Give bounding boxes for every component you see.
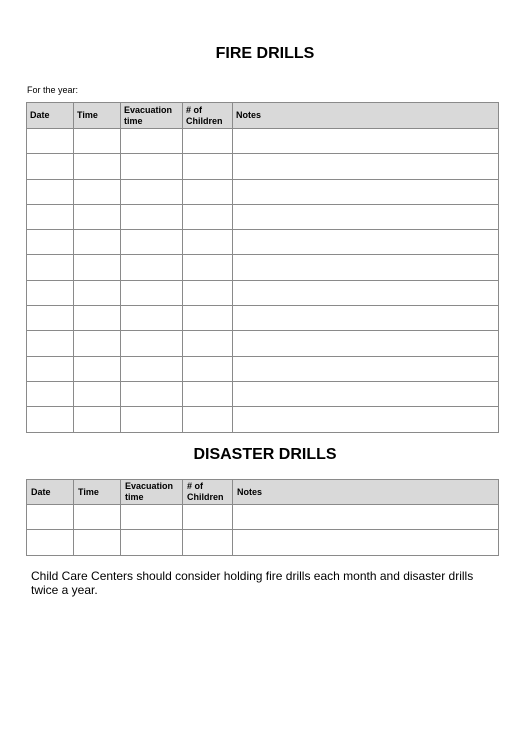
disaster-drills-rows (27, 505, 499, 556)
date-cell[interactable] (27, 129, 74, 154)
children-count-cell[interactable] (183, 530, 233, 555)
notes-cell[interactable] (233, 505, 499, 530)
column-header-evacuation-time: Evacuation time (121, 480, 183, 505)
children-count-cell[interactable] (183, 407, 233, 432)
table-row (27, 356, 499, 381)
notes-cell[interactable] (233, 407, 499, 432)
evacuation-time-cell[interactable] (121, 306, 183, 331)
time-cell[interactable] (74, 530, 121, 555)
footer-note: Child Care Centers should consider holding fire drills each month and disaster drills twice a year. (31, 569, 474, 597)
column-header-number-of-children: # of Children (183, 103, 233, 129)
time-cell[interactable] (74, 381, 121, 406)
evacuation-time-cell[interactable] (121, 255, 183, 280)
date-cell[interactable] (27, 179, 74, 204)
table-row (27, 255, 499, 280)
notes-cell[interactable] (233, 179, 499, 204)
column-header-notes: Notes (233, 480, 499, 505)
children-count-cell[interactable] (183, 280, 233, 305)
disaster-drills-title: DISASTER DRILLS (193, 446, 337, 463)
children-count-cell[interactable] (183, 154, 233, 179)
children-count-cell[interactable] (183, 204, 233, 229)
notes-cell[interactable] (233, 306, 499, 331)
table-row (27, 280, 499, 305)
notes-cell[interactable] (233, 280, 499, 305)
notes-cell[interactable] (233, 230, 499, 255)
evacuation-time-cell[interactable] (121, 204, 183, 229)
notes-cell[interactable] (233, 530, 499, 555)
children-count-cell[interactable] (183, 129, 233, 154)
evacuation-time-cell[interactable] (121, 179, 183, 204)
table-row (27, 381, 499, 406)
time-cell[interactable] (74, 306, 121, 331)
children-count-cell[interactable] (183, 230, 233, 255)
table-row (27, 505, 499, 530)
date-cell[interactable] (27, 407, 74, 432)
children-count-cell[interactable] (183, 505, 233, 530)
time-cell[interactable] (74, 331, 121, 356)
children-count-cell[interactable] (183, 179, 233, 204)
time-cell[interactable] (74, 505, 121, 530)
table-row (27, 129, 499, 154)
time-cell[interactable] (74, 179, 121, 204)
children-count-cell[interactable] (183, 306, 233, 331)
table-header-row (27, 480, 499, 505)
date-cell[interactable] (27, 530, 74, 555)
notes-cell[interactable] (233, 204, 499, 229)
children-count-cell[interactable] (183, 255, 233, 280)
table-row (27, 204, 499, 229)
evacuation-time-cell[interactable] (121, 381, 183, 406)
notes-cell[interactable] (233, 154, 499, 179)
date-cell[interactable] (27, 154, 74, 179)
notes-cell[interactable] (233, 381, 499, 406)
children-count-cell[interactable] (183, 381, 233, 406)
disaster-drills-table (26, 479, 499, 556)
evacuation-time-cell[interactable] (121, 331, 183, 356)
for-the-year-label: For the year: (27, 85, 79, 95)
column-header-date: Date (27, 480, 74, 505)
table-row (27, 530, 499, 555)
date-cell[interactable] (27, 505, 74, 530)
time-cell[interactable] (74, 154, 121, 179)
children-count-cell[interactable] (183, 331, 233, 356)
time-cell[interactable] (74, 356, 121, 381)
date-cell[interactable] (27, 381, 74, 406)
column-header-time: Time (74, 103, 121, 129)
children-count-cell[interactable] (183, 356, 233, 381)
time-cell[interactable] (74, 230, 121, 255)
fire-drills-table (26, 102, 499, 433)
evacuation-time-cell[interactable] (121, 129, 183, 154)
table-row (27, 179, 499, 204)
notes-cell[interactable] (233, 129, 499, 154)
evacuation-time-cell[interactable] (121, 230, 183, 255)
table-row (27, 331, 499, 356)
evacuation-time-cell[interactable] (121, 530, 183, 555)
column-header-time: Time (74, 480, 121, 505)
table-row (27, 407, 499, 432)
time-cell[interactable] (74, 280, 121, 305)
date-cell[interactable] (27, 306, 74, 331)
evacuation-time-cell[interactable] (121, 280, 183, 305)
table-row (27, 154, 499, 179)
time-cell[interactable] (74, 407, 121, 432)
fire-drills-rows (27, 129, 499, 433)
table-row (27, 230, 499, 255)
time-cell[interactable] (74, 204, 121, 229)
evacuation-time-cell[interactable] (121, 356, 183, 381)
date-cell[interactable] (27, 280, 74, 305)
column-header-date: Date (27, 103, 74, 129)
notes-cell[interactable] (233, 331, 499, 356)
notes-cell[interactable] (233, 255, 499, 280)
evacuation-time-cell[interactable] (121, 505, 183, 530)
date-cell[interactable] (27, 356, 74, 381)
date-cell[interactable] (27, 331, 74, 356)
fire-drills-title: FIRE DRILLS (215, 45, 315, 62)
evacuation-time-cell[interactable] (121, 407, 183, 432)
date-cell[interactable] (27, 255, 74, 280)
time-cell[interactable] (74, 255, 121, 280)
notes-cell[interactable] (233, 356, 499, 381)
table-row (27, 306, 499, 331)
date-cell[interactable] (27, 204, 74, 229)
time-cell[interactable] (74, 129, 121, 154)
table-header-row (27, 103, 499, 129)
column-header-notes: Notes (233, 103, 499, 129)
column-header-number-of-children: # of Children (183, 480, 233, 505)
date-cell[interactable] (27, 230, 74, 255)
evacuation-time-cell[interactable] (121, 154, 183, 179)
column-header-evacuation-time: Evacuation time (121, 103, 183, 129)
